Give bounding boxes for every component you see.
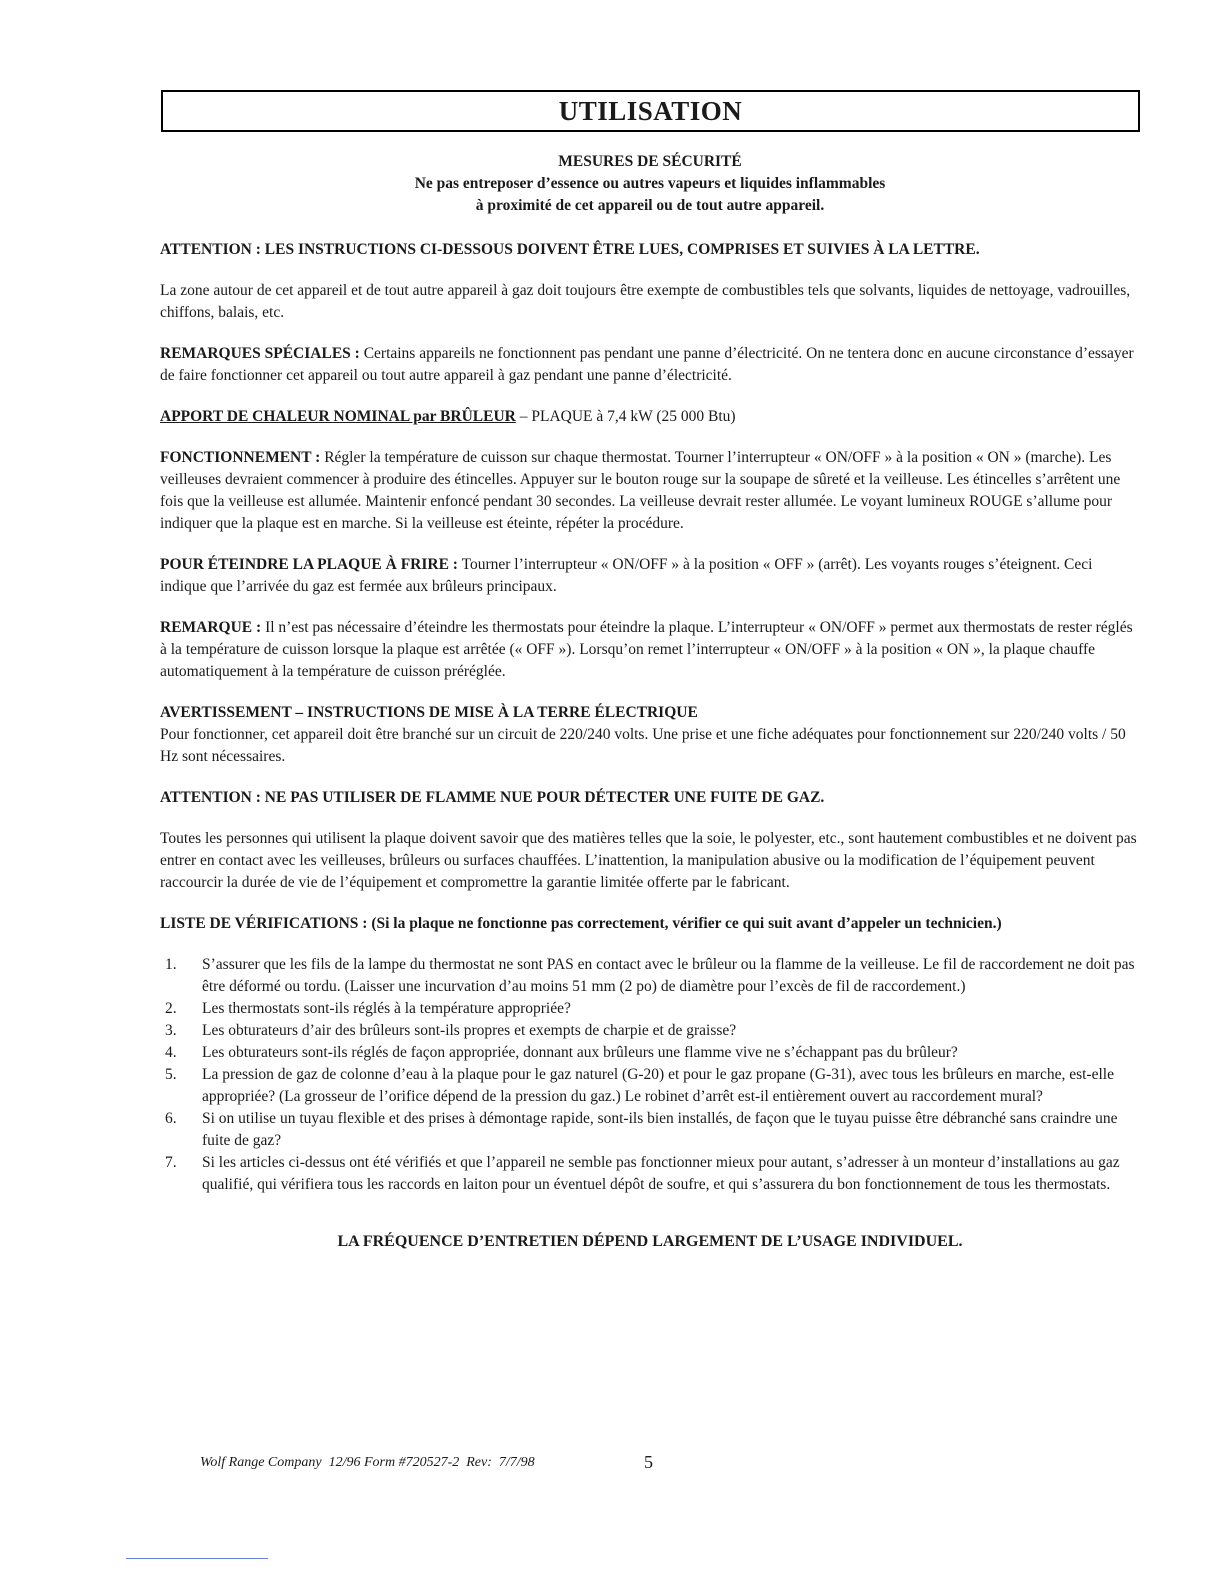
list-item	[160, 1152, 1140, 1196]
list-item-number: 3.	[165, 1022, 177, 1039]
safety-block	[160, 151, 1140, 217]
checklist	[160, 954, 1140, 1196]
page-number: 5	[644, 1452, 653, 1472]
safety-line-2: à proximité de cet appareil ou de tout autre appareil.	[475, 197, 825, 214]
avertissement-text: Pour fonctionner, cet appareil doit être branché sur un circuit de 220/240 volts. Une prise et une fiche adéquates pour fonctionnement sur 220/240 volts / 50 Hz sont nécessaires.	[160, 726, 1126, 765]
avertissement-heading: AVERTISSEMENT – INSTRUCTIONS DE MISE À LA TERRE ÉLECTRIQUE	[160, 704, 698, 721]
fonctionnement-text: Régler la température de cuisson sur chaque thermostat. Tourner l’interrupteur « ON/OFF » à la position « ON » (marche). Les veilleuses devraient commencer à produire des étincelles. Appuyer sur le bouton rouge sur la soupape de sûreté et la veilleuse. Les étincelles s’arrêtent une fois que la veilleuse est allumée. Maintenir enfoncé pendant 30 secondes. La veilleuse devrait rester allumée. Le voyant lumineux ROUGE s’allume pour indiquer que la plaque est en marche. Si la veilleuse est éteinte, répéter la procédure.	[160, 449, 1121, 532]
list-item-text: Les obturateurs sont-ils réglés de façon appropriée, donnant aux brûleurs une flamme vive ne s’échappant pas du brûleur?	[202, 1044, 958, 1061]
list-item-text: Les thermostats sont-ils réglés à la température appropriée?	[202, 1000, 571, 1017]
list-item-number: 6.	[165, 1110, 177, 1127]
zone-paragraph: La zone autour de cet appareil et de tout autre appareil à gaz doit toujours être exempte de combustibles tels que solvants, liquides de nettoyage, vadrouilles, chiffons, balais, etc.	[160, 282, 1131, 321]
list-item	[160, 1020, 1140, 1042]
eteindre-paragraph	[160, 554, 1140, 598]
apport-label: APPORT DE CHALEUR NOMINAL par BRÛLEUR	[160, 408, 516, 425]
list-item	[160, 1042, 1140, 1064]
personnes-paragraph: Toutes les personnes qui utilisent la plaque doivent savoir que des matières telles que la soie, le polyester, etc., sont hautement combustibles et ne doivent pas entrer en contact avec les veilleuses, brûleurs ou surfaces chauffées. L’inattention, la manipulation abusive ou la modification de l’équipement peuvent raccourcir la durée de vie de l’équipement et compromettre la garantie limitée offerte par le fabricant.	[160, 830, 1137, 891]
attention-heading-2: ATTENTION : NE PAS UTILISER DE FLAMME NUE POUR DÉTECTER UNE FUITE DE GAZ.	[160, 789, 825, 806]
list-item-text: S’assurer que les fils de la lampe du thermostat ne sont PAS en contact avec le brûleur ou la flamme de la veilleuse. Le fil de raccordement ne doit pas être déformé ou tordu. (Laisser une incurvation d’au moins 51 mm (2 po) de diamètre pour l’excès de fil de raccordement.)	[202, 956, 1135, 995]
list-item-text: Si on utilise un tuyau flexible et des prises à démontage rapide, sont-ils bien installés, de façon que le tuyau puisse être débranché sans craindre une fuite de gaz?	[202, 1110, 1118, 1149]
checklist-label: LISTE DE VÉRIFICATIONS :	[160, 915, 368, 932]
list-item-number: 1.	[165, 956, 177, 973]
safety-heading: MESURES DE SÉCURITÉ	[558, 153, 742, 170]
checklist-intro	[160, 913, 1140, 935]
list-item-number: 7.	[165, 1154, 177, 1171]
fonctionnement-label: FONCTIONNEMENT :	[160, 449, 321, 466]
remarque-label: REMARQUE :	[160, 619, 262, 636]
fonctionnement-paragraph	[160, 447, 1140, 535]
list-item-text: Si les articles ci-dessus ont été vérifiés et que l’appareil ne semble pas fonctionner mieux pour autant, s’adresser à un monteur d’installations au gaz qualifié, qui vérifiera tous les raccords en laiton pour un éventuel dépôt de soufre, et qui s’assurera du bon fonctionnement de tous les thermostats.	[202, 1154, 1120, 1193]
eteindre-text: Tourner l’interrupteur « ON/OFF » à la position « OFF » (arrêt). Les voyants rouges s’éteignent. Ceci indique que l’arrivée du gaz est fermée aux brûleurs principaux.	[160, 556, 1093, 595]
remarques-speciales-text: Certains appareils ne fonctionnent pas pendant une panne d’électricité. On ne tentera donc en aucune circonstance d’essayer de faire fonctionner cet appareil ou tout autre appareil à gaz pendant une panne d’électricité.	[160, 345, 1134, 384]
page-footer	[200, 1452, 800, 1474]
remarques-speciales-paragraph	[160, 343, 1140, 387]
page-title: UTILISATION	[161, 90, 1140, 132]
avertissement-section	[160, 702, 1140, 768]
list-item	[160, 1064, 1140, 1108]
list-item	[160, 954, 1140, 998]
attention-heading-1: ATTENTION : LES INSTRUCTIONS CI-DESSOUS DOIVENT ÊTRE LUES, COMPRISES ET SUIVIES À LA LETTRE.	[160, 241, 980, 258]
list-item-text: La pression de gaz de colonne d’eau à la plaque pour le gaz naturel (G-20) et pour le gaz propane (G-31), avec tous les brûleurs en marche, est-elle appropriée? (La grosseur de l’orifice dépend de la pression du gaz.) Le robinet d’arrêt est-il entièrement ouvert au raccordement mural?	[202, 1066, 1114, 1105]
checklist-text: (Si la plaque ne fonctionne pas correctement, vérifier ce qui suit avant d’appeler un technicien.)	[367, 915, 1002, 932]
document-page	[160, 90, 1140, 1253]
closing-statement: LA FRÉQUENCE D’ENTRETIEN DÉPEND LARGEMENT DE L’USAGE INDIVIDUEL.	[337, 1233, 963, 1250]
remarque-text: Il n’est pas nécessaire d’éteindre les thermostats pour éteindre la plaque. L’interrupteur « ON/OFF » permet aux thermostats de rester réglés à la température de cuisson lorsque la plaque est arrêtée (« OFF »). Lorsqu’on remet l’interrupteur « ON/OFF » à la position « ON », la plaque chauffe automatiquement à la température de cuisson préréglée.	[160, 619, 1133, 680]
apport-text: – PLAQUE à 7,4 kW (25 000 Btu)	[515, 408, 736, 425]
apport-paragraph	[160, 406, 1140, 428]
list-item	[160, 1108, 1140, 1152]
list-item-number: 4.	[165, 1044, 177, 1061]
list-item	[160, 998, 1140, 1020]
safety-line-1: Ne pas entreposer d’essence ou autres vapeurs et liquides inflammables	[414, 175, 886, 192]
footer-text: Wolf Range Company 12/96 Form #720527-2 Rev: 7/7/98	[200, 1455, 535, 1470]
list-item-text: Les obturateurs d’air des brûleurs sont-ils propres et exempts de charpie et de graisse?	[202, 1022, 737, 1039]
remarque-paragraph	[160, 617, 1140, 683]
remarques-speciales-label: REMARQUES SPÉCIALES :	[160, 345, 360, 362]
list-item-number: 2.	[165, 1000, 177, 1017]
list-item-number: 5.	[165, 1066, 177, 1083]
eteindre-label: POUR ÉTEINDRE LA PLAQUE À FRIRE :	[160, 556, 458, 573]
scan-edge-line	[126, 1558, 268, 1559]
